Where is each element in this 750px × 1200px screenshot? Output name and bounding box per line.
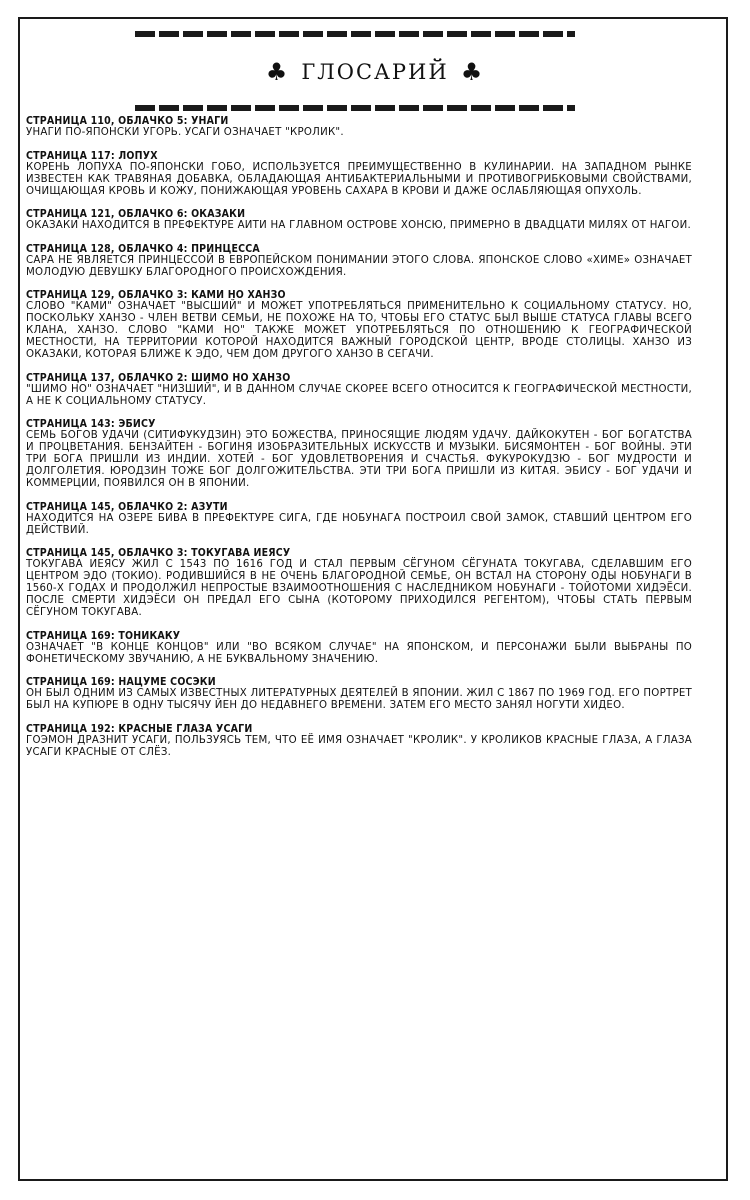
header-top-rule [135, 31, 575, 37]
entry-text: ОКАЗАКИ НАХОДИТСЯ В ПРЕФЕКТУРЕ АИТИ НА ГЛАВНОМ ОСТРОВЕ ХОНСЮ, ПРИМЕРНО В ДВАДЦАТИ МИЛЯХ ОТ НАГОИ. [26, 220, 691, 231]
club-suit-icon: ♣ [460, 58, 485, 86]
glossary-entry [26, 630, 692, 666]
entry-title: СТРАНИЦА 137, ОБЛАЧКО 2: ШИМО НО ХАНЗО [26, 371, 291, 384]
glossary-entry [26, 676, 692, 712]
entry-text: ТОКУГАВА ИЕЯСУ ЖИЛ С 1543 ПО 1616 ГОД И СТАЛ ПЕРВЫМ СЁГУНОМ СЁГУНАТА ТОКУГАВА, СДЕЛАВШИМ ЕГО ЦЕНТРОМ ЭДО (ТОКИО). РОДИВШИЙСЯ В НЕ ОЧЕНЬ БЛАГОРОДНОЙ СЕМЬЕ, ОН ВСТАЛ НА СТОРОНУ ОДЫ НОБУНАГИ В 1560-Х ГОДАХ И ПРОДОЛЖИЛ НЕПРОСТЫЕ ВЗАИМООТНОШЕНИЯ С НАСЛЕДНИКОМ НОБУНАГИ - ТОЙОТОМИ ХИДЭЁСИ. ПОСЛЕ СМЕРТИ ХИДЭЁСИ ОН ПРЕДАЛ ЕГО СЫНА (КОТОРОМУ ПРИХОДИЛСЯ РЕГЕНТОМ), ЧТОБЫ СТАТЬ ПЕРВЫМ СЁГУНОМ ТОКУГАВА. [26, 559, 692, 618]
glossary-entry [26, 115, 692, 139]
entry-title: СТРАНИЦА 121, ОБЛАЧКО 6: ОКАЗАКИ [26, 208, 246, 220]
entry-title: СТРАНИЦА 129, ОБЛАЧКО 3: КАМИ НО ХАНЗО [26, 289, 286, 301]
glossary-entry [26, 243, 692, 279]
entry-title: СТРАНИЦА 128, ОБЛАЧКО 4: ПРИНЦЕССА [26, 242, 260, 255]
glossary-entry [26, 150, 692, 198]
page-title: ГЛОСАРИЙ [301, 60, 449, 84]
title-row [0, 55, 750, 89]
glossary-entry [26, 289, 692, 361]
entry-text: "ШИМО НО" ОЗНАЧАЕТ "НИЗШИЙ", И В ДАННОМ СЛУЧАЕ СКОРЕЕ ВСЕГО ОТНОСИТСЯ К ГЕОГРАФИЧЕСКОЙ МЕСТНОСТИ, А НЕ К СОЦИАЛЬНОМУ СТАТУСУ. [26, 383, 692, 407]
entry-text: САРА НЕ ЯВЛЯЕТСЯ ПРИНЦЕССОЙ В ЕВРОПЕЙСКОМ ПОНИМАНИИ ЭТОГО СЛОВА. ЯПОНСКОЕ СЛОВО «ХИМЕ» ОЗНАЧАЕТ МОЛОДУЮ ДЕВУШКУ БЛАГОРОДНОГО ПРОИСХОЖДЕНИЯ. [26, 254, 692, 278]
entry-title: СТРАНИЦА 169: НАЦУМЕ СОСЭКИ [26, 676, 216, 688]
entry-title: СТРАНИЦА 143: ЭБИСУ [26, 418, 156, 430]
entry-title: СТРАНИЦА 192: КРАСНЫЕ ГЛАЗА УСАГИ [26, 722, 253, 735]
glossary-entry [26, 418, 692, 490]
glossary-entry [26, 208, 692, 232]
entry-text: СЛОВО "КАМИ" ОЗНАЧАЕТ "ВЫСШИЙ" И МОЖЕТ УПОТРЕБЛЯТЬСЯ ПРИМЕНИТЕЛЬНО К СОЦИАЛЬНОМУ СТАТУСУ. НО, ПОСКОЛЬКУ ХАНЗО - ЧЛЕН ВЕТВИ СЕМЬИ, НЕ ПОХОЖЕ НА ТО, ЧТОБЫ ЕГО СТАТУС БЫЛ ВЫШЕ СТАТУСА ГЛАВЫ ВСЕГО КЛАНА, ХАНЗО. СЛОВО "КАМИ НО" ТАКЖЕ МОЖЕТ УПОТРЕБЛЯТЬСЯ ПО ОТНОШЕНИЮ К ГЕОГРАФИЧЕСКОЙ МЕСТНОСТИ, НА ТЕРРИТОРИИ КОТОРОЙ НАХОДИТСЯ ВАЖНЫЙ ГОРОДСКОЙ ЦЕНТР, ВРОДЕ СТОЛИЦЫ. ХАНЗО ИЗ ОКАЗАКИ, КОТОРАЯ БЛИЖЕ К ЭДО, ЧЕМ ДОМ ДРУГОГО ХАНЗО В СЕГАЧИ. [26, 301, 692, 360]
glossary-header [0, 29, 750, 113]
header-bottom-rule [135, 105, 575, 111]
entry-title: СТРАНИЦА 145, ОБЛАЧКО 2: АЗУТИ [26, 500, 228, 513]
entry-text: УНАГИ ПО-ЯПОНСКИ УГОРЬ. УСАГИ ОЗНАЧАЕТ "КРОЛИК". [26, 127, 344, 138]
glossary-entry [26, 501, 692, 537]
entry-text: КОРЕНЬ ЛОПУХА ПО-ЯПОНСКИ ГОБО, ИСПОЛЬЗУЕТСЯ ПРЕИМУЩЕСТВЕННО В КУЛИНАРИИ. НА ЗАПАДНОМ РЫНКЕ ИЗВЕСТЕН КАК ТРАВЯНАЯ ДОБАВКА, ОБЛАДАЮЩАЯ АНТИБАКТЕРИАЛЬНЫМИ И ПРОТИВОГРИБКОВЫМИ СВОЙСТВАМИ, ОЧИЩАЮЩАЯ КРОВЬ И КОЖУ, ПОНИЖАЮЩАЯ УРОВЕНЬ САХАРА В КРОВИ И ДАЖЕ ОСЛАБЛЯЮЩАЯ ОПУХОЛЬ. [26, 161, 692, 197]
entry-text: ОЗНАЧАЕТ "В КОНЦЕ КОНЦОВ" ИЛИ "ВО ВСЯКОМ СЛУЧАЕ" НА ЯПОНСКОМ, И ПЕРСОНАЖИ БЫЛИ ВЫБРАНЫ ПО ФОНЕТИЧЕСКОМУ ЗВУЧАНИЮ, А НЕ БУКВАЛЬНОМУ ЗНАЧЕНИЮ. [26, 641, 692, 665]
entry-title: СТРАНИЦА 110, ОБЛАЧКО 5: УНАГИ [26, 115, 229, 127]
entry-text: СЕМЬ БОГОВ УДАЧИ (СИТИФУКУДЗИН) ЭТО БОЖЕСТВА, ПРИНОСЯЩИЕ ЛЮДЯМ УДАЧУ. ДАЙКОКУТЕН - БОГ БОГАТСТВА И ПРОЦВЕТАНИЯ. БЕНЗАЙТЕН - БОГИНЯ ИЗОБРАЗИТЕЛЬНЫХ ИСКУССТВ И МУЗЫКИ. БИСЯМОНТЕН - БОГ ВОЙНЫ. ЭТИ ТРИ БОГА ПРИШЛИ ИЗ ИНДИИ. ХОТЕЙ - БОГ УДОВЛЕТВОРЕНИЯ И СЧАСТЬЯ. ФУКУРОКУДЗЮ - БОГ МУДРОСТИ И ДОЛГОЛЕТИЯ. ЮРОДЗИН ТОЖЕ БОГ ДОЛГОЖИТЕЛЬСТВА. ЭТИ ТРИ БОГА ПРИШЛИ ИЗ КИТАЯ. ЭБИСУ - БОГ УДАЧИ И КОММЕРЦИИ, ПОЯВИЛСЯ ОН В ЯПОНИИ. [26, 430, 692, 489]
glossary-entry [26, 723, 692, 759]
glossary-entry [26, 547, 692, 619]
glossary-entries [26, 115, 692, 769]
entry-text: ОН БЫЛ ОДНИМ ИЗ САМЫХ ИЗВЕСТНЫХ ЛИТЕРАТУРНЫХ ДЕЯТЕЛЕЙ В ЯПОНИИ. ЖИЛ С 1867 ПО 1969 ГОД. ЕГО ПОРТРЕТ БЫЛ НА КУПЮРЕ В ОДНУ ТЫСЯЧУ ЙЕН ДО НЕДАВНЕГО ВРЕМЕНИ. ЗАТЕМ ЕГО МЕСТО ЗАНЯЛ НОГУТИ ХИДЕО. [26, 688, 692, 711]
glossary-entry [26, 372, 692, 408]
entry-text: НАХОДИТСЯ НА ОЗЕРЕ БИВА В ПРЕФЕКТУРЕ СИГА, ГДЕ НОБУНАГА ПОСТРОИЛ СВОЙ ЗАМОК, СТАВШИЙ ЦЕНТРОМ ЕГО ДЕЙСТВИЙ. [26, 512, 692, 536]
club-suit-icon: ♣ [265, 58, 290, 86]
entry-title: СТРАНИЦА 169: ТОНИКАКУ [26, 629, 181, 642]
entry-text: ГОЭМОН ДРАЗНИТ УСАГИ, ПОЛЬЗУЯСЬ ТЕМ, ЧТО ЕЁ ИМЯ ОЗНАЧАЕТ "КРОЛИК". У КРОЛИКОВ КРАСНЫЕ ГЛАЗА, А ГЛАЗА УСАГИ КРАСНЫЕ ОТ СЛЁЗ. [26, 734, 692, 758]
entry-title: СТРАНИЦА 145, ОБЛАЧКО 3: ТОКУГАВА ИЕЯСУ [26, 547, 291, 559]
entry-title: СТРАНИЦА 117: ЛОПУХ [26, 149, 158, 162]
